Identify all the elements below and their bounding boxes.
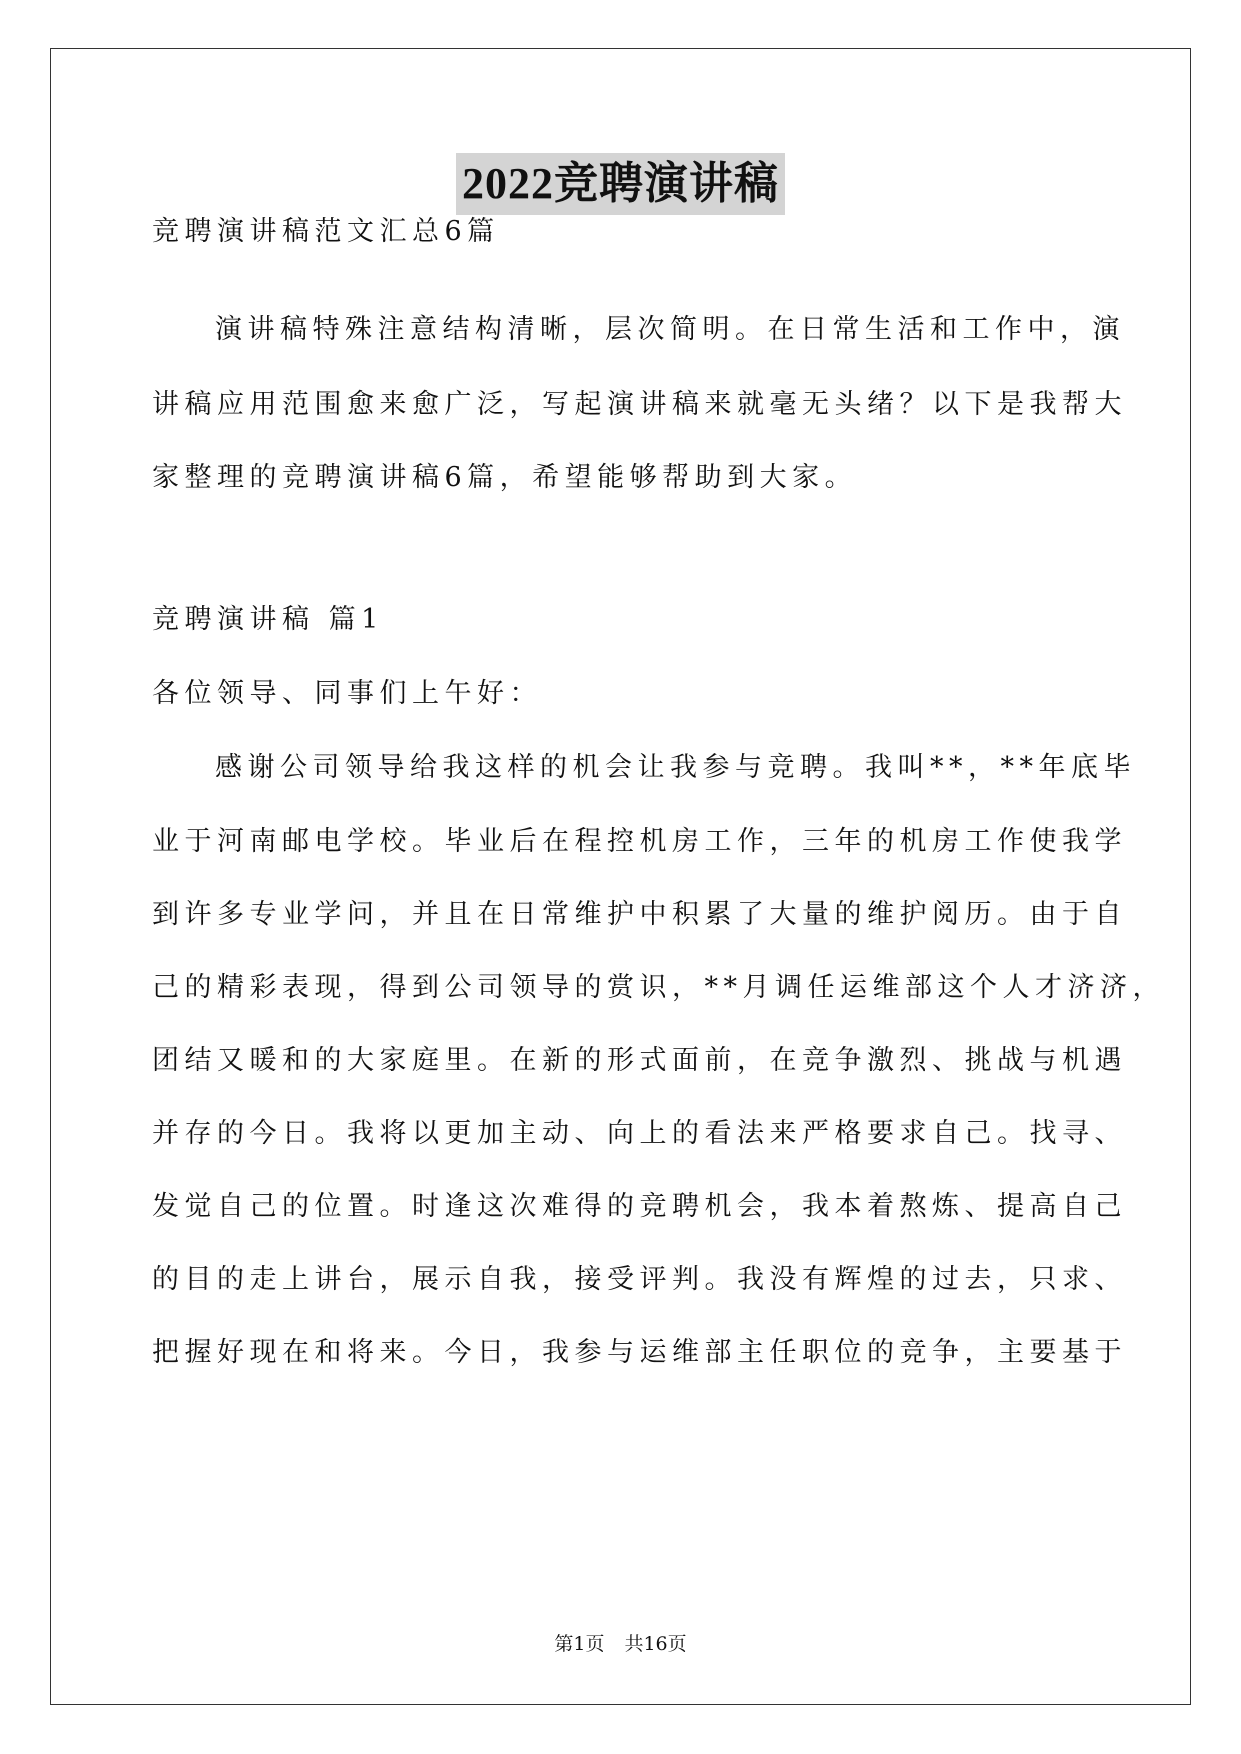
body-line: 己的精彩表现，得到公司领导的赏识，**月调任运维部这个人才济济， bbox=[152, 972, 1165, 1003]
body-line: 到许多专业学问，并且在日常维护中积累了大量的维护阅历。由于自 bbox=[152, 899, 1127, 930]
body-line: 并存的今日。我将以更加主动、向上的看法来严格要求自己。找寻、 bbox=[152, 1118, 1127, 1149]
intro-line: 讲稿应用范围愈来愈广泛，写起演讲稿来就毫无头绪？以下是我帮大 bbox=[152, 389, 1127, 420]
page-border bbox=[50, 48, 1191, 1705]
page-footer bbox=[0, 1632, 1241, 1656]
intro-line: 演讲稿特殊注意结构清晰，层次简明。在日常生活和工作中，演 bbox=[215, 314, 1125, 345]
body-line: 业于河南邮电学校。毕业后在程控机房工作，三年的机房工作使我学 bbox=[152, 826, 1127, 857]
page-number: 第1页 bbox=[554, 1633, 605, 1655]
body-line: 团结又暖和的大家庭里。在新的形式面前，在竞争激烈、挑战与机遇 bbox=[152, 1045, 1127, 1076]
document-subtitle: 竞聘演讲稿范文汇总6篇 bbox=[152, 216, 500, 247]
section-heading: 竞聘演讲稿 篇1 bbox=[152, 604, 384, 635]
body-line: 把握好现在和将来。今日，我参与运维部主任职位的竞争，主要基于 bbox=[152, 1337, 1127, 1368]
salutation: 各位领导、同事们上午好： bbox=[152, 678, 542, 709]
body-line: 发觉自己的位置。时逢这次难得的竞聘机会，我本着熬炼、提高自己 bbox=[152, 1191, 1127, 1222]
body-line: 感谢公司领导给我这样的机会让我参与竞聘。我叫**，**年底毕 bbox=[215, 752, 1136, 783]
intro-line: 家整理的竞聘演讲稿6篇，希望能够帮助到大家。 bbox=[152, 462, 858, 493]
body-line: 的目的走上讲台，展示自我，接受评判。我没有辉煌的过去，只求、 bbox=[152, 1264, 1127, 1295]
title-container bbox=[0, 153, 1241, 215]
page-total: 共16页 bbox=[624, 1633, 687, 1655]
document-title: 2022竞聘演讲稿 bbox=[456, 153, 785, 215]
